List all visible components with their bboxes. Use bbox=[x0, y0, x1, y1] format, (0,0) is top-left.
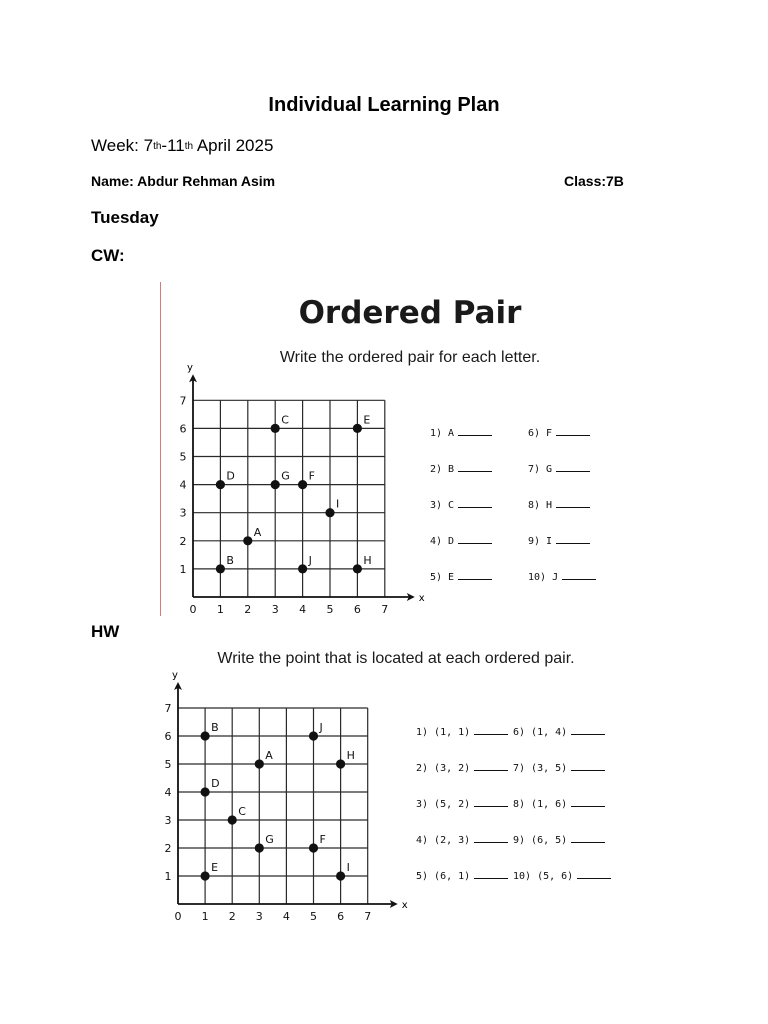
y-tick-label: 4 bbox=[164, 786, 172, 799]
x-axis-label: x bbox=[418, 593, 425, 604]
x-tick-label: 4 bbox=[299, 603, 307, 616]
x-tick-label: 7 bbox=[381, 603, 389, 616]
point-label-b: B bbox=[211, 721, 219, 734]
x-tick-label: 0 bbox=[174, 910, 182, 923]
answer-blank[interactable] bbox=[474, 797, 508, 807]
question-label: 4) D bbox=[430, 536, 455, 547]
y-tick-label: 7 bbox=[164, 702, 172, 715]
question-label: 3) (5, 2) bbox=[416, 799, 471, 810]
x-tick-label: 2 bbox=[228, 910, 236, 923]
week-prefix: Week: 7 bbox=[91, 136, 154, 155]
point-label-e: E bbox=[211, 861, 219, 874]
answer-blank[interactable] bbox=[474, 761, 508, 771]
question-item bbox=[513, 725, 605, 738]
point-label-h: H bbox=[346, 749, 355, 762]
answer-blank[interactable] bbox=[474, 833, 508, 843]
week-mid: -11 bbox=[161, 136, 185, 155]
y-tick-label: 3 bbox=[164, 814, 172, 827]
point-h bbox=[336, 759, 345, 768]
y-tick-label: 6 bbox=[179, 422, 187, 436]
point-j bbox=[309, 731, 318, 740]
point-label-g: G bbox=[265, 833, 274, 846]
grid-group bbox=[165, 670, 408, 923]
point-d bbox=[201, 787, 210, 796]
homework-label: HW bbox=[91, 622, 120, 641]
answer-blank[interactable] bbox=[571, 797, 605, 807]
x-tick-label: 6 bbox=[353, 603, 361, 616]
point-a bbox=[255, 759, 264, 768]
question-item bbox=[416, 869, 508, 882]
question-label: 6) F bbox=[528, 428, 553, 439]
question-label: 2) (3, 2) bbox=[416, 763, 471, 774]
point-label-j: J bbox=[308, 553, 312, 567]
answer-blank[interactable] bbox=[571, 833, 605, 843]
question-item bbox=[513, 797, 605, 810]
question-item bbox=[513, 761, 605, 774]
question-label: 2) B bbox=[430, 464, 455, 475]
question-item bbox=[416, 761, 508, 774]
x-tick-label: 4 bbox=[282, 910, 290, 923]
question-label: 1) A bbox=[430, 428, 455, 439]
y-tick-label: 1 bbox=[164, 870, 172, 883]
question-label: 3) C bbox=[430, 500, 455, 511]
question-label: 5) (6, 1) bbox=[416, 871, 471, 882]
point-label-f: F bbox=[308, 469, 315, 483]
answer-blank[interactable] bbox=[571, 725, 605, 735]
day-heading: Tuesday bbox=[91, 208, 159, 227]
cw-instruction: Write the ordered pair for each letter. bbox=[279, 349, 541, 366]
point-label-i: I bbox=[336, 497, 340, 511]
x-tick-label: 1 bbox=[216, 603, 224, 616]
answer-blank[interactable] bbox=[474, 869, 508, 879]
point-label-e: E bbox=[363, 413, 371, 427]
question-item bbox=[416, 797, 508, 810]
week-sup-start: th bbox=[153, 141, 162, 152]
question-label: 8) H bbox=[528, 500, 553, 511]
x-tick-label: 2 bbox=[244, 603, 252, 616]
y-tick-label: 4 bbox=[179, 478, 187, 492]
point-e bbox=[201, 871, 210, 880]
question-label: 4) (2, 3) bbox=[416, 835, 471, 846]
y-tick-label: 1 bbox=[179, 562, 187, 576]
y-tick-label: 5 bbox=[179, 450, 187, 464]
point-c bbox=[228, 815, 237, 824]
y-axis-label: y bbox=[187, 362, 193, 374]
point-label-f: F bbox=[319, 833, 326, 846]
question-item bbox=[513, 833, 605, 846]
point-g bbox=[255, 843, 264, 852]
x-tick-label: 7 bbox=[364, 910, 372, 923]
y-tick-label: 7 bbox=[179, 394, 187, 408]
point-f bbox=[309, 843, 318, 852]
answer-blank[interactable] bbox=[474, 725, 508, 735]
y-axis-label: y bbox=[172, 670, 178, 681]
page-title: Individual Learning Plan bbox=[268, 94, 500, 116]
question-item bbox=[416, 725, 508, 738]
question-item bbox=[513, 869, 611, 882]
question-label: 10) (5, 6) bbox=[513, 871, 574, 882]
point-label-d: D bbox=[211, 777, 220, 790]
y-tick-label: 5 bbox=[164, 758, 172, 771]
student-name: Name: Abdur Rehman Asim bbox=[91, 173, 276, 189]
point-i bbox=[336, 871, 345, 880]
answer-blank[interactable] bbox=[577, 869, 611, 879]
question-label: 5) E bbox=[430, 572, 455, 583]
student-class: Class:7B bbox=[564, 173, 624, 189]
question-label: 6) (1, 4) bbox=[513, 727, 568, 738]
point-label-j: J bbox=[319, 721, 323, 734]
question-label: 9) (6, 5) bbox=[513, 835, 568, 846]
question-item bbox=[416, 833, 508, 846]
x-tick-label: 5 bbox=[310, 910, 317, 923]
classwork-label: CW: bbox=[91, 246, 125, 265]
point-b bbox=[201, 731, 210, 740]
question-label: 1) (1, 1) bbox=[416, 727, 471, 738]
answer-blank[interactable] bbox=[571, 761, 605, 771]
point-label-d: D bbox=[226, 469, 235, 483]
point-label-i: I bbox=[346, 861, 350, 874]
week-sup-end: th bbox=[184, 141, 194, 152]
point-label-a: A bbox=[265, 749, 273, 762]
x-tick-label: 3 bbox=[255, 910, 263, 923]
question-label: 8) (1, 6) bbox=[513, 799, 568, 810]
point-label-g: G bbox=[281, 469, 290, 483]
point-label-c: C bbox=[281, 413, 289, 427]
y-tick-label: 2 bbox=[179, 534, 187, 548]
x-tick-label: 1 bbox=[201, 910, 209, 923]
question-label: 9) I bbox=[528, 536, 553, 547]
point-label-c: C bbox=[238, 805, 246, 818]
x-tick-label: 3 bbox=[271, 603, 279, 616]
x-axis-label: x bbox=[401, 900, 408, 911]
question-label: 7) G bbox=[528, 464, 553, 475]
hw-instruction: Write the point that is located at each ordered pair. bbox=[217, 650, 575, 667]
week-suffix: April 2025 bbox=[193, 136, 274, 155]
y-tick-label: 3 bbox=[179, 506, 187, 520]
question-label: 10) J bbox=[528, 572, 559, 583]
question-label: 7) (3, 5) bbox=[513, 763, 568, 774]
point-label-h: H bbox=[363, 553, 372, 567]
y-tick-label: 2 bbox=[164, 842, 172, 855]
x-tick-label: 6 bbox=[337, 910, 345, 923]
worksheet-heading: Ordered Pair bbox=[298, 295, 522, 331]
x-tick-label: 0 bbox=[189, 603, 197, 616]
point-label-b: B bbox=[226, 553, 234, 567]
point-label-a: A bbox=[253, 525, 262, 539]
y-tick-label: 6 bbox=[164, 730, 172, 743]
x-tick-label: 5 bbox=[326, 603, 334, 616]
